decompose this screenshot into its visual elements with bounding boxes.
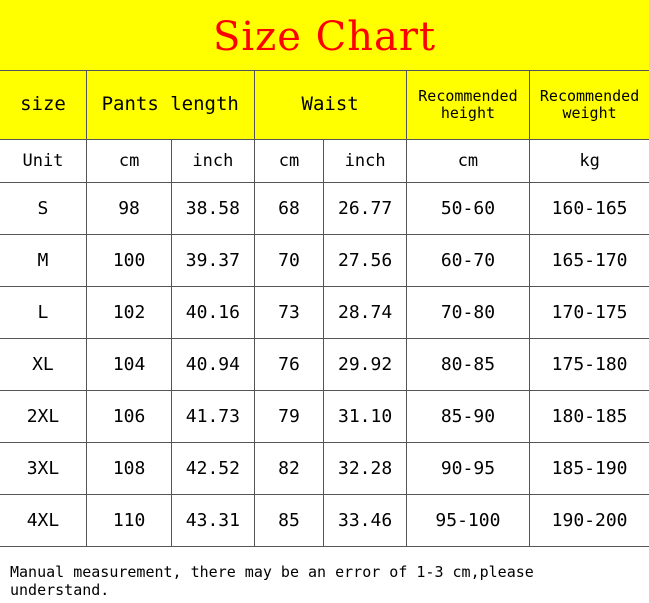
cell-pants-length-cm: 110 [86, 495, 171, 547]
table-row [0, 339, 649, 391]
size-chart-table [0, 70, 649, 547]
unit-waist-inch: inch [324, 140, 406, 183]
table-row [0, 287, 649, 339]
cell-size: 4XL [0, 495, 86, 547]
cell-pants-length-cm: 108 [86, 443, 171, 495]
cell-pants-length-cm: 100 [86, 235, 171, 287]
cell-waist-inch: 29.92 [324, 339, 406, 391]
cell-waist-inch: 26.77 [324, 183, 406, 235]
table-row [0, 495, 649, 547]
cell-waist-cm: 73 [254, 287, 324, 339]
cell-weight: 190-200 [530, 495, 649, 547]
cell-waist-cm: 76 [254, 339, 324, 391]
cell-waist-inch: 32.28 [324, 443, 406, 495]
unit-weight-kg: kg [530, 140, 649, 183]
cell-pants-length-inch: 39.37 [172, 235, 254, 287]
cell-waist-inch: 33.46 [324, 495, 406, 547]
cell-size: XL [0, 339, 86, 391]
header-recommended-height: Recommended height [406, 71, 529, 140]
cell-waist-inch: 27.56 [324, 235, 406, 287]
unit-pants-length-inch: inch [172, 140, 254, 183]
page-title: Size Chart [212, 14, 437, 60]
cell-waist-inch: 31.10 [324, 391, 406, 443]
cell-pants-length-inch: 42.52 [172, 443, 254, 495]
table-row [0, 235, 649, 287]
cell-waist-cm: 68 [254, 183, 324, 235]
cell-height: 70-80 [406, 287, 529, 339]
cell-size: S [0, 183, 86, 235]
cell-weight: 185-190 [530, 443, 649, 495]
header-size: size [0, 71, 86, 140]
cell-pants-length-inch: 40.94 [172, 339, 254, 391]
cell-pants-length-inch: 43.31 [172, 495, 254, 547]
cell-size: 3XL [0, 443, 86, 495]
unit-waist-cm: cm [254, 140, 324, 183]
cell-pants-length-cm: 104 [86, 339, 171, 391]
cell-size: M [0, 235, 86, 287]
table-row [0, 443, 649, 495]
header-recommended-weight: Recommended weight [530, 71, 649, 140]
cell-pants-length-inch: 41.73 [172, 391, 254, 443]
cell-waist-inch: 28.74 [324, 287, 406, 339]
cell-pants-length-cm: 98 [86, 183, 171, 235]
title-band [0, 0, 649, 70]
header-pants-length: Pants length [86, 71, 254, 140]
cell-height: 80-85 [406, 339, 529, 391]
table-header-row [0, 71, 649, 140]
cell-waist-cm: 82 [254, 443, 324, 495]
cell-pants-length-inch: 38.58 [172, 183, 254, 235]
cell-weight: 160-165 [530, 183, 649, 235]
header-waist: Waist [254, 71, 406, 140]
cell-pants-length-inch: 40.16 [172, 287, 254, 339]
cell-waist-cm: 70 [254, 235, 324, 287]
cell-pants-length-cm: 102 [86, 287, 171, 339]
cell-weight: 170-175 [530, 287, 649, 339]
cell-weight: 175-180 [530, 339, 649, 391]
cell-height: 90-95 [406, 443, 529, 495]
unit-pants-length-cm: cm [86, 140, 171, 183]
cell-waist-cm: 79 [254, 391, 324, 443]
cell-height: 50-60 [406, 183, 529, 235]
cell-weight: 180-185 [530, 391, 649, 443]
cell-size: 2XL [0, 391, 86, 443]
table-row [0, 391, 649, 443]
cell-pants-length-cm: 106 [86, 391, 171, 443]
cell-size: L [0, 287, 86, 339]
cell-height: 95-100 [406, 495, 529, 547]
table-row [0, 183, 649, 235]
cell-waist-cm: 85 [254, 495, 324, 547]
unit-label: Unit [0, 140, 86, 183]
cell-height: 60-70 [406, 235, 529, 287]
table-units-row [0, 140, 649, 183]
cell-weight: 165-170 [530, 235, 649, 287]
measurement-note: Manual measurement, there may be an error of 1-3 cm,please understand. [10, 563, 534, 599]
cell-height: 85-90 [406, 391, 529, 443]
unit-height-cm: cm [406, 140, 529, 183]
